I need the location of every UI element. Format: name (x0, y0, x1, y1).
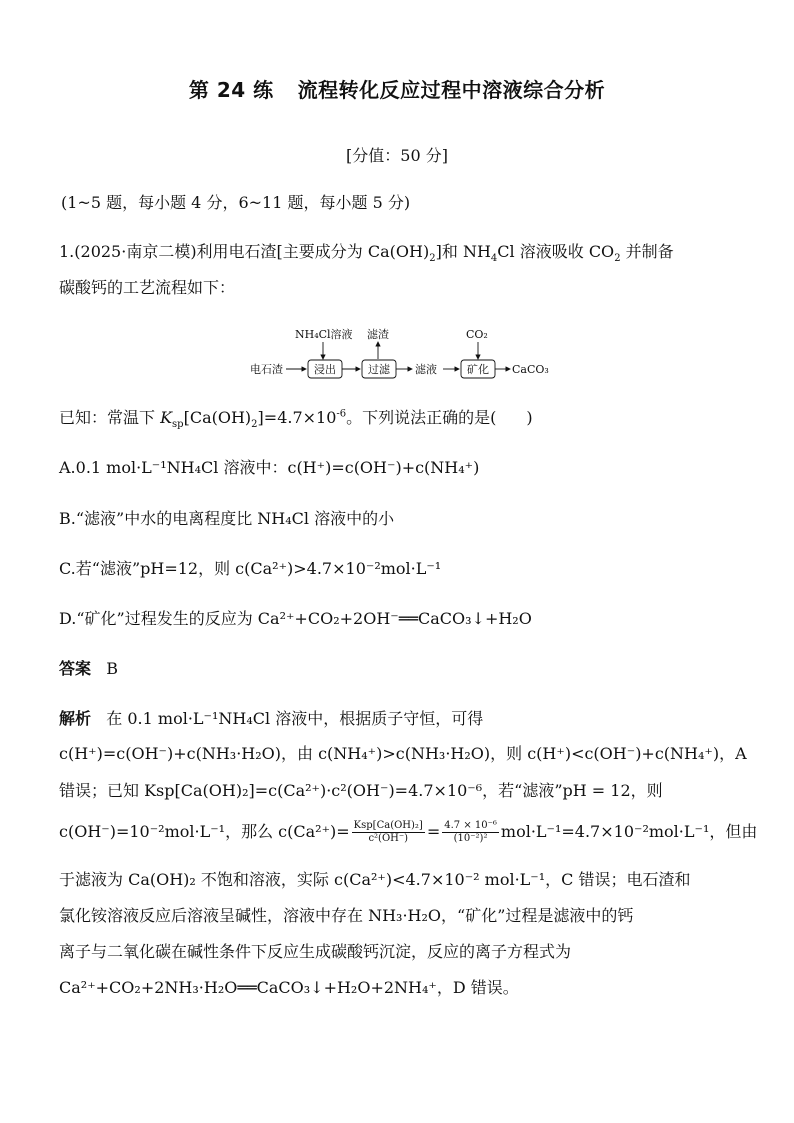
flow-filtrate: 滤液 (415, 363, 437, 376)
question-stem-line-2: 碳酸钙的工艺流程如下： (59, 278, 236, 297)
answer-value: B (106, 659, 119, 678)
analysis-label: 解析 (59, 709, 92, 728)
score-note: [分值：50 分] (346, 146, 448, 165)
analysis-line-1: 解析 在 0.1 mol·L⁻¹NH₄Cl 溶液中，根据质子守恒，可得 (59, 709, 484, 728)
fraction-values: $\frac{\text{4.7 × 10⁻⁶}}{\text{(10⁻²)²}}$ (444, 820, 497, 844)
fraction-ksp: $\frac{\text{Ksp[Ca(OH)₂]}}{\text{c²(OH⁻)}}$ (353, 820, 423, 844)
option-b: B.“滤液”中水的电离程度比 NH₄Cl 溶液中的小 (59, 509, 395, 528)
title-main: 流程转化反应过程中溶液综合分析 (297, 78, 606, 102)
analysis-line-8: Ca²⁺+CO₂+2NH₃·H₂O══CaCO₃↓+H₂O+2NH₄⁺，D 错误。 (59, 978, 519, 997)
flow-output-residue: 滤渣 (367, 328, 389, 341)
flow-box-filtration-label: 过滤 (368, 363, 390, 376)
analysis-line-2: c(H⁺)=c(OH⁻)+c(NH₃·H₂O)，由 c(NH₄⁺)>c(NH₃·H₂O)，则 c(H⁺)<c(OH⁻)+c(NH₄⁺)，A (59, 744, 747, 763)
option-a: A.0.1 mol·L⁻¹NH₄Cl 溶液中：c(H⁺)=c(OH⁻)+c(NH₄⁺) (59, 458, 480, 477)
analysis-line-5: 于滤液为 Ca(OH)₂ 不饱和溶液，实际 c(Ca²⁺)<4.7×10⁻² mol·L⁻¹，C 错误；电石渣和 (59, 870, 691, 889)
question-stem-line-1: 1.(2025·南京二模)利用电石渣[主要成分为 $Ca(OH)_2$]和 $NH_4Cl$ 溶液吸收 $CO_2$ 并制备 (59, 242, 674, 265)
flow-end-caco3: CaCO₃ (512, 363, 549, 376)
question-known: 已知：常温下 $K_{sp}[Ca(OH)_2]=4.7\times 10^{-6}$。下列说法正确的是( ) (59, 408, 533, 431)
answer-line (59, 658, 118, 680)
analysis-line-3: 错误；已知 Ksp[Ca(OH)₂]=c(Ca²⁺)·c²(OH⁻)=4.7×10⁻⁶，若“滤液”pH = 12，则 (59, 781, 663, 800)
answer-label: 答案 (59, 659, 92, 678)
option-d: D.“矿化”过程发生的反应为 Ca²⁺+CO₂+2OH⁻══CaCO₃↓+H₂O (59, 609, 532, 628)
flow-box-mineralization-label: 矿化 (467, 363, 489, 376)
title-prefix: 第 24 练 (188, 78, 274, 102)
option-c: C.若“滤液”pH=12，则 c(Ca²⁺)>4.7×10⁻²mol·L⁻¹ (59, 559, 442, 578)
process-flow-diagram (240, 322, 560, 384)
flow-svg (240, 322, 560, 384)
flow-start-carbide-slag: 电石渣 (250, 363, 283, 376)
analysis-line-6: 氯化铵溶液反应后溶液呈碱性，溶液中存在 NH₃·H₂O，“矿化”过程是滤液中的钙 (59, 906, 634, 925)
flow-input-nh4cl: NH₄Cl溶液 (295, 328, 353, 341)
flow-input-co2: CO₂ (466, 328, 488, 341)
page-title (0, 74, 794, 103)
scoring-note: (1~5 题，每小题 4 分，6~11 题，每小题 5 分) (61, 193, 411, 212)
flow-box-leaching-label: 浸出 (314, 363, 336, 376)
analysis-line-4: c(OH⁻)=10⁻²mol·L⁻¹，那么 c(Ca²⁺)= $\frac{\text{Ksp[Ca(OH)₂]}}{\text{c²(OH⁻)}}$ = $\frac{\text{4.7 × 10⁻⁶}}{\text{(10⁻²)²}}$ mol·L⁻¹=4.7×10⁻²mol·L⁻¹，但由 (59, 820, 758, 844)
analysis-line-7: 离子与二氧化碳在碱性条件下反应生成碳酸钙沉淀，反应的离子方程式为 (59, 942, 572, 961)
